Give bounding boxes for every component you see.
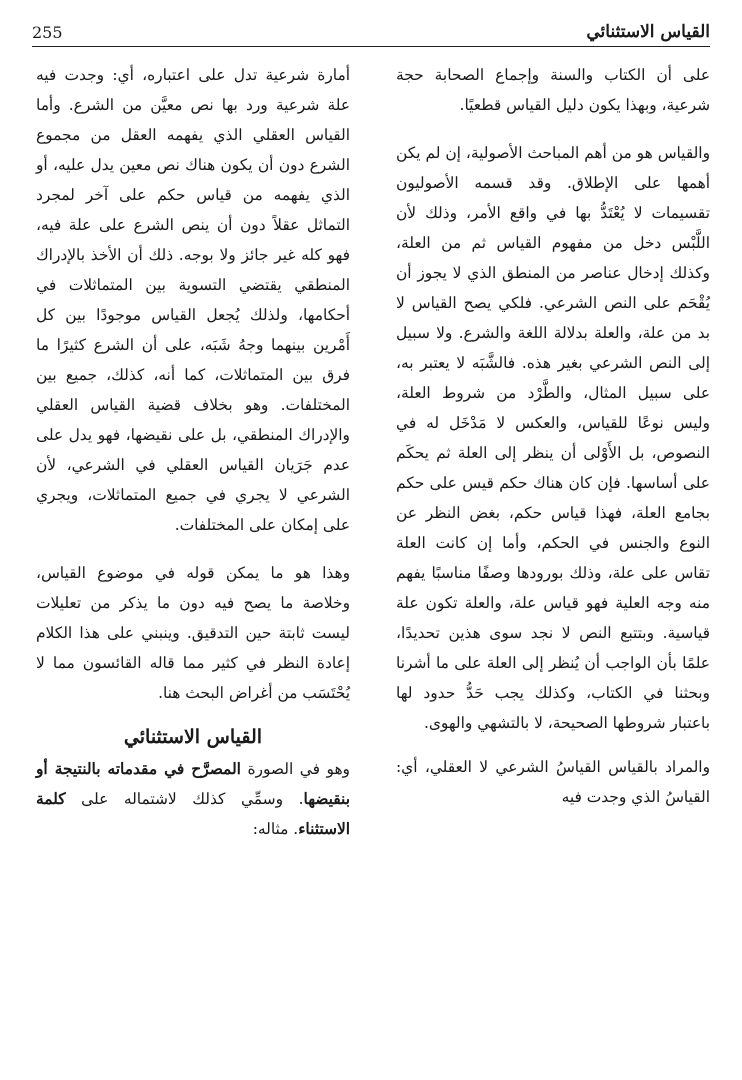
section-heading: القياس الاستثنائي (123, 726, 263, 748)
bold-text: المصرَّح في مقدماته بالنتيجة أو بنقيضها (36, 760, 350, 808)
text-run: . وسمِّي كذلك لاشتماله على (65, 790, 304, 808)
paragraph: أمارة شرعية تدل على اعتباره، أي: وجدت فيه علة شرعية ورد بها نص معيَّن من الشرع. وأما القياس العقلي الذي يفهمه العقل من مجموع الشرع دون أن يكون هناك نص معين يدل عليه، أو الذي يفهمه من قياس حكم على آخر لمجرد التماثل عقلاً دون أن ينص الشرع على علة فيه، فهو كله غير جائز ولا بوجه. ذلك أن الأخذ بالإدراك المنطقي يقتضي التسوية بين المتماثلات في أحكامها، ولذلك يُجعل القياس موجودًا بين كل أَمْرين بينهما وجهُ شَبَه، على أن الشرع كثيرًا ما فرق بين المتماثلات، كما أنه، كذلك، جميع بين المختلفات. وهو بخلاف قضية القياس العقلي والإدراك المنطقي، بل على نقيضها، فهو يدل على عدم جَرَيان القياس العقلي في الشرعي، لأن الشرعي لا يجري في جميع المتماثلات، ويجري على إمكان على المختلفات. (36, 66, 350, 534)
paragraph: على أن الكتاب والسنة وإجماع الصحابة حجة شرعية، وبهذا يكون دليل القياس قطعيًا. (396, 66, 710, 114)
page-number: 255 (32, 23, 63, 42)
paragraph: وهذا هو ما يمكن قوله في موضوع القياس، وخلاصة ما يصح فيه دون ما يذكر من تعليلات ليست ثابتة حين التدقيق. وينبني على هذا الكلام إعادة النظر في كثير مما قاله القائسون مما لا يُحْتَسَب من أغراض البحث هنا. (36, 564, 350, 702)
bold-text: كلمة الاستثناء (36, 790, 350, 838)
paragraph: والقياس هو من أهم المباحث الأصولية، إن لم يكن أهمها على الإطلاق. وقد قسمه الأصوليون تقسيمات لا يُعْتَدُّ بها في واقع الأمر، وذلك لأن اللَّبْس دخل من مفهوم القياس ثم من العلة، وكذلك إدخال عناصر من المنطق الذي لا يجوز أن يُقْحَم على النص الشرعي. فلكي يصح القياس لا بد من علة، والعلة بدلالة اللغة والشرع. ولا سبيل إلى النص الشرعي بغير هذه. فالشَّبَه لا يعتبر به، على سبيل المثال، والطَّرْد من شروط العلة، وليس نوعًا للقياس، والعكس لا مَدْخَل له في النصوص، بل الأَوْلى أن ينظر إلى العلة ثم يحكَم على أساسها. فإن كان هناك حكم قيس على حكم بجامع العلة، فهذا قياس حكم، بغض النظر عن النوع والجنس في الحكم، وأما إن كانت العلة تقاس على علة، وذلك بورودها وصفًا مناسبًا يفهم منه وجه العلية فهو قياس علة، والعلة تكون علة قياسية. وبتتبع النص لا نجد سوى هذين تحديدًا، علمًا بأن الواجب أن يُنظر إلى العلة على ما أشرنا وبحثنا في الكتاب، وكذلك يجب حَدُّ حدود لها باعتبار شروطها الصحيحة، لا بالتشهي والهوى. (396, 144, 710, 732)
text-run: وهو في الصورة (240, 760, 350, 778)
page-header (32, 14, 710, 47)
paragraph (36, 754, 350, 844)
paragraph: والمراد بالقياس القياسُ الشرعي لا العقلي، أي: القياسُ الذي وجدت فيه (396, 758, 710, 806)
right-column (396, 60, 710, 1060)
text-columns (30, 60, 710, 1060)
left-column (36, 60, 350, 1060)
text-run: . مثاله: (252, 820, 299, 838)
running-title: القياس الاستثنائي (586, 22, 710, 42)
